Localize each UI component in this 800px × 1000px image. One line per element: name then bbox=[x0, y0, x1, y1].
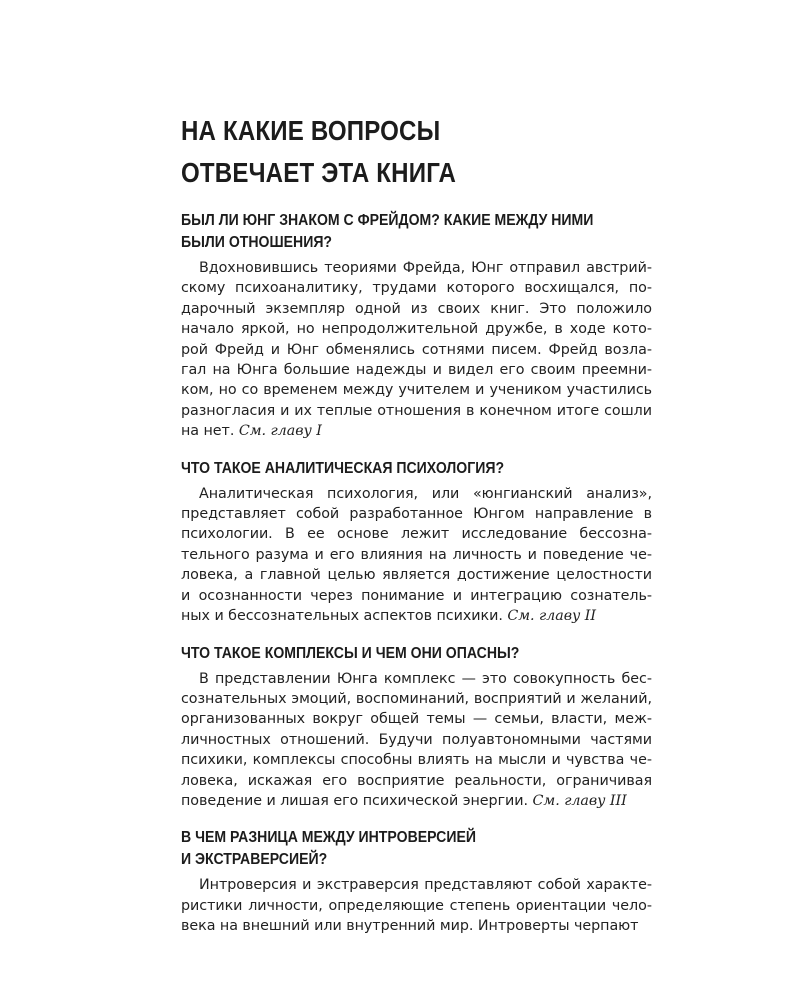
page-title-line-1: НА КАКИЕ ВОПРОСЫ bbox=[181, 115, 441, 146]
section-introversion-extraversion bbox=[181, 827, 652, 936]
answer-text: Аналитическая психология, или «юнгианский анализ», представляет собой разработанное Юнгом направление в психологии. В ее основе лежит исследование бессознательного разума и его влияния на личность и поведение человека, а главной целью является достижение целостности и осознанности через понимание и интеграцию сознательных и бессознательных аспектов психики. bbox=[181, 485, 652, 625]
answer-paragraph bbox=[181, 484, 652, 627]
section-complexes bbox=[181, 643, 652, 812]
page-title bbox=[181, 110, 586, 194]
answer-paragraph bbox=[181, 875, 652, 936]
section-jung-freud bbox=[181, 210, 652, 442]
section-analytical-psychology bbox=[181, 458, 652, 627]
question-heading bbox=[181, 210, 656, 254]
answer-text: Интроверсия и экстраверсия представляют собой характеристики личности, определяющие степень ориентации человека на внешний или внутренний мир. Интроверты черпают bbox=[181, 877, 652, 935]
answer-paragraph bbox=[181, 669, 652, 812]
question-line: В ЧЕМ РАЗНИЦА МЕЖДУ ИНТРОВЕРСИЕЙ bbox=[181, 829, 476, 847]
question-line: ЧТО ТАКОЕ АНАЛИТИЧЕСКАЯ ПСИХОЛОГИЯ? bbox=[181, 459, 505, 477]
question-line: ЧТО ТАКОЕ КОМПЛЕКСЫ И ЧЕМ ОНИ ОПАСНЫ? bbox=[181, 644, 520, 662]
question-heading bbox=[181, 643, 656, 665]
question-line: БЫЛИ ОТНОШЕНИЯ? bbox=[181, 234, 333, 251]
question-line: И ЭКСТРАВЕРСИЕЙ? bbox=[181, 851, 328, 869]
answer-paragraph bbox=[181, 258, 652, 442]
question-heading bbox=[181, 458, 656, 480]
answer-text: В представлении Юнга комплекс — это совокупность бессознательных эмоций, воспоминаний, восприятий и желаний, организованных вокруг общей темы — семьи, власти, межличностных отношений. Будучи полуавтономными частями психики, комплексы способны влиять на мысли и чувства человека, искажая его восприятие реальности, ограничивая поведение и лишая его психической энергии. bbox=[181, 670, 652, 809]
question-line: БЫЛ ЛИ ЮНГ ЗНАКОМ С ФРЕЙДОМ? КАКИЕ МЕЖДУ НИМИ bbox=[181, 212, 594, 229]
answer-text: Вдохновившись теориями Фрейда, Юнг отправил австрийскому психоаналитику, трудами которого восхищался, подарочный экземпляр одной из своих книг. Это положило начало яркой, но непродолжительной дружбе, в ходе которой Фрейд и Юнг обменялись сотнями писем. Фрейд возлагал на Юнга большие надежды и видел его своим преемником, но со временем между учителем и учеником участились разногласия и их теплые отношения в конечном итоге сошли на нет. bbox=[181, 260, 652, 440]
page-title-line-2: ОТВЕЧАЕТ ЭТА КНИГА bbox=[181, 157, 457, 188]
chapter-reference: См. главу I bbox=[238, 423, 322, 440]
question-heading bbox=[181, 827, 656, 871]
chapter-reference: См. главу II bbox=[507, 608, 596, 625]
chapter-reference: См. главу III bbox=[532, 792, 627, 809]
